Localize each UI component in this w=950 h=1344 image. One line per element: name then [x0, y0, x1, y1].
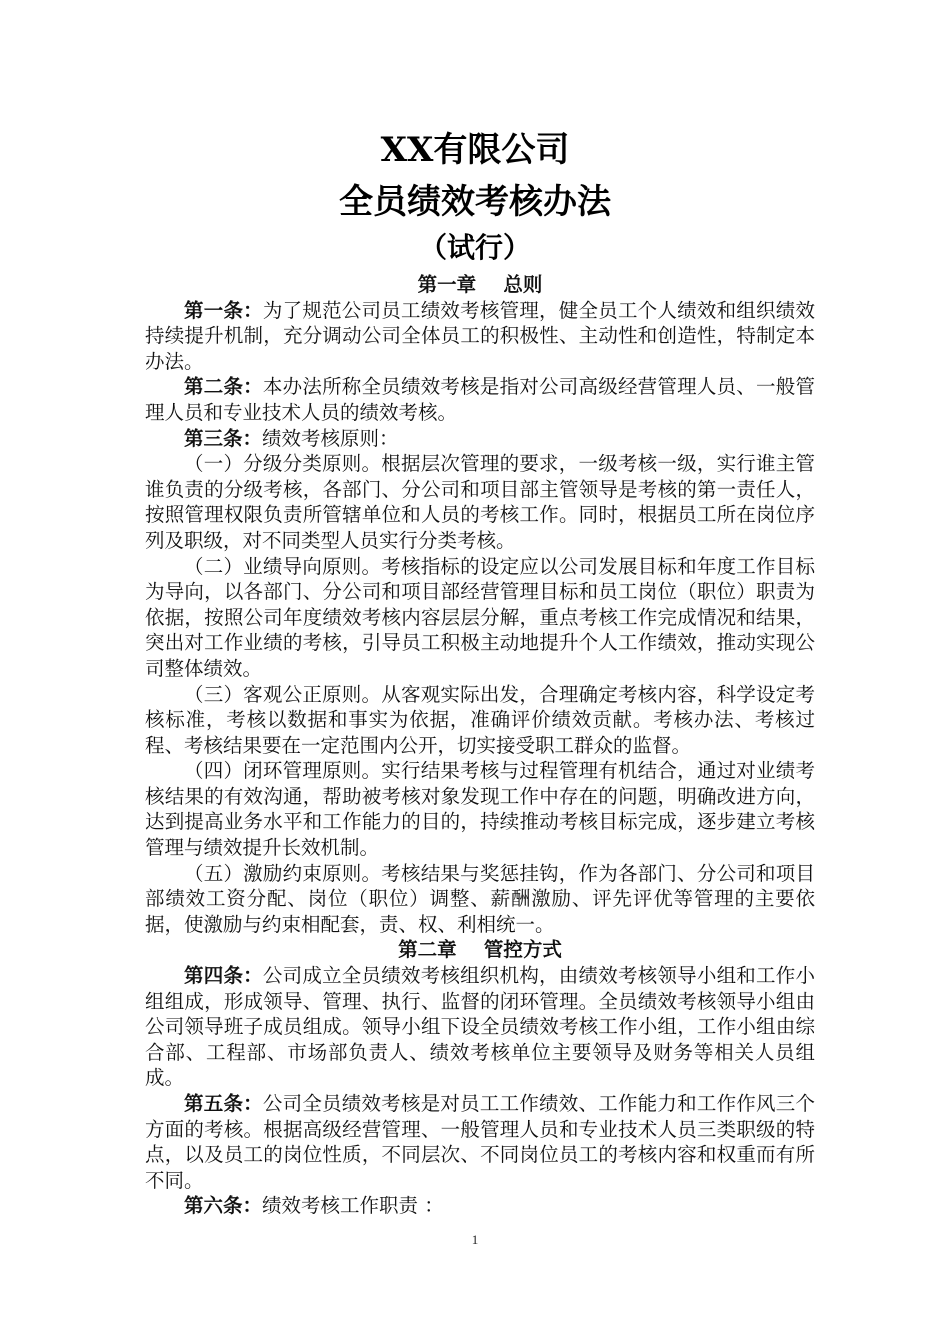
- article-text: 本办法所称全员绩效考核是指对公司高级经营管理人员、一般管理人员和专业技术人员的绩效考核。: [145, 375, 815, 424]
- principle-item: （三）客观公正原则。从客观实际出发，合理确定考核内容，科学设定考核标准，考核以数据和事实为依据，准确评价绩效贡献。考核办法、考核过程、考核结果要在一定范围内公开，切实接受职工群众的监督。: [145, 682, 815, 757]
- article-label: 第一条：: [184, 298, 263, 322]
- principle-item: （一）分级分类原则。根据层次管理的要求，一级考核一级，实行谁主管谁负责的分级考核，各部门、分公司和项目部主管领导是考核的第一责任人，按照管理权限负责所管辖单位和人员的考核工作。同时，根据员工所在岗位序列及职级，对不同类型人员实行分类考核。: [145, 452, 815, 552]
- article-5: [145, 1091, 815, 1193]
- document-title: 全员绩效考核办法: [339, 182, 611, 222]
- article-label: 第五条：: [184, 1092, 263, 1115]
- page-number: 1: [471, 1232, 479, 1247]
- article-text: 公司成立全员绩效考核组织机构，由绩效考核领导小组和工作小组组成，形成领导、管理、执行、监督的闭环管理。全员绩效考核领导小组由公司领导班子成员组成。领导小组下设全员绩效考核工作小组，工作小组由综合部、工程部、市场部负责人、绩效考核单位主要领导及财务等相关人员组成。: [145, 964, 815, 1090]
- article-1: [145, 298, 815, 375]
- document-subtitle: （试行）: [418, 231, 531, 264]
- article-text: 公司全员绩效考核是对员工工作绩效、工作能力和工作作风三个方面的考核。根据高级经营管理、一般管理人员和专业技术人员三类职级的特点，以及员工的岗位性质，不同层次、不同岗位员工的考核内容和权重而有所不同。: [145, 1092, 815, 1192]
- document-body: [145, 272, 815, 1219]
- article-text: 绩效考核原则：: [262, 426, 399, 450]
- article-4: [145, 963, 815, 1091]
- principle-item: （五）激励约束原则。考核结果与奖惩挂钩，作为各部门、分公司和项目部绩效工资分配、岗位（职位）调整、薪酬激励、评先评优等管理的主要依据，使激励与约束相配套，责、权、利相统一。: [145, 861, 815, 936]
- article-3: [145, 426, 815, 452]
- article-text: 绩效考核工作职责 ：: [262, 1194, 444, 1218]
- principle-item: （二）业绩导向原则。考核指标的设定应以公司发展目标和年度工作目标为导向，以各部门、分公司和项目部经营管理目标和员工岗位（职位）职责为依据，按照公司年度绩效考核内容层层分解，重点考核工作完成情况和结果，突出对工作业绩的考核，引导员工积极主动地提升个人工作绩效，推动实现公司整体绩效。: [145, 554, 815, 680]
- article-6: [145, 1193, 815, 1219]
- article-2: [145, 374, 815, 425]
- article-label: 第三条：: [184, 426, 263, 450]
- company-title: XX有限公司: [380, 130, 570, 170]
- chapter-heading: 第一章 总则: [417, 273, 543, 296]
- article-text: 为了规范公司员工绩效考核管理，健全员工个人绩效和组织绩效持续提升机制，充分调动公司全体员工的积极性、主动性和创造性，特制定本办法。: [145, 298, 815, 373]
- article-label: 第二条：: [184, 375, 263, 399]
- principle-item: （四）闭环管理原则。实行结果考核与过程管理有机结合，通过对业绩考核结果的有效沟通，帮助被考核对象发现工作中存在的问题，明确改进方向，达到提高业务水平和工作能力的目的，持续推动考核目标完成，逐步建立考核管理与绩效提升长效机制。: [145, 759, 815, 860]
- chapter-heading: 第二章 管控方式: [398, 938, 562, 962]
- article-label: 第四条：: [184, 964, 263, 988]
- article-label: 第六条：: [184, 1194, 263, 1218]
